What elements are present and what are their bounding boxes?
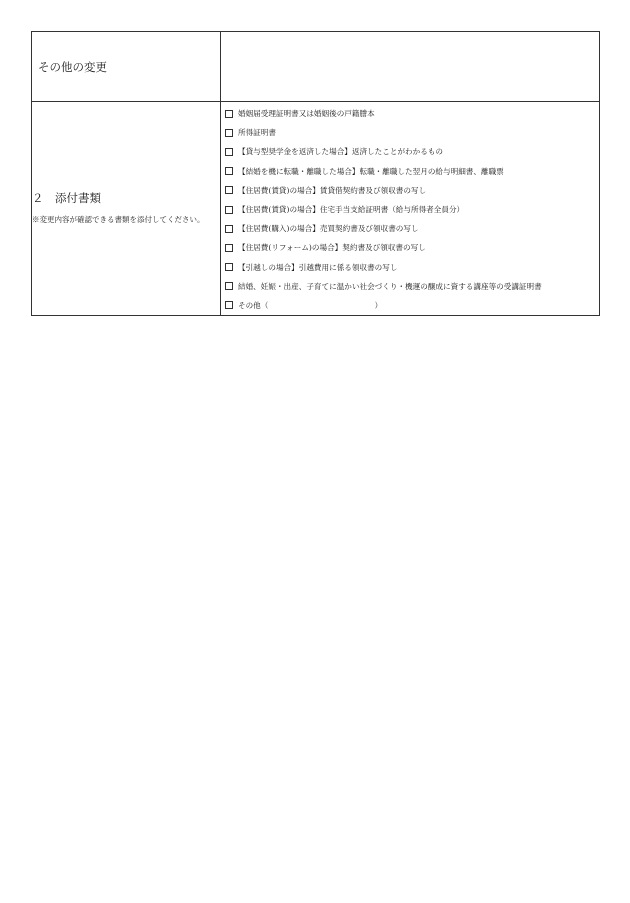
other-changes-input-cell[interactable] bbox=[221, 32, 600, 102]
checkbox[interactable] bbox=[225, 244, 233, 252]
attachment-item[interactable] bbox=[225, 296, 599, 315]
attachments-items-cell bbox=[221, 102, 600, 316]
checkbox[interactable] bbox=[225, 206, 233, 214]
attachment-item-label: 【引越しの場合】引越費用に係る領収書の写し bbox=[238, 262, 398, 272]
attachment-item-label: その他（ ） bbox=[238, 300, 383, 310]
attachment-item-label: 【貸与型奨学金を返済した場合】返済したことがわかるもの bbox=[238, 147, 444, 157]
attachment-item-label: 【住居費(リフォーム)の場合】契約書及び領収書の写し bbox=[238, 243, 426, 253]
checkbox[interactable] bbox=[225, 110, 233, 118]
attachment-item[interactable] bbox=[225, 123, 599, 142]
attachment-item[interactable] bbox=[225, 104, 599, 123]
attachments-row bbox=[32, 102, 600, 316]
checkbox[interactable] bbox=[225, 282, 233, 290]
attachment-item-label: 【住居費(賃貸)の場合】住宅手当支給証明書（給与所得者全員分） bbox=[238, 205, 465, 215]
attachment-item-label: 婚姻届受理証明書又は婚姻後の戸籍謄本 bbox=[238, 109, 375, 119]
checkbox[interactable] bbox=[225, 225, 233, 233]
attachment-item[interactable] bbox=[225, 142, 599, 161]
checkbox[interactable] bbox=[225, 167, 233, 175]
checkbox[interactable] bbox=[225, 148, 233, 156]
attachment-item-label: 【結婚を機に転職・離職した場合】転職・離職した翌月の給与明細書、離職票 bbox=[238, 166, 504, 176]
other-changes-row bbox=[32, 32, 600, 102]
attachments-note: ※変更内容が確認できる書類を添付してください。 bbox=[32, 214, 205, 224]
attachments-title: ２ 添付書類 bbox=[32, 190, 101, 205]
attachment-item[interactable] bbox=[225, 258, 599, 277]
checkbox[interactable] bbox=[225, 263, 233, 271]
attachment-item[interactable] bbox=[225, 162, 599, 181]
attachment-item[interactable] bbox=[225, 238, 599, 257]
attachment-item[interactable] bbox=[225, 277, 599, 296]
other-changes-label-cell bbox=[32, 32, 221, 102]
attachment-item[interactable] bbox=[225, 219, 599, 238]
application-form-table bbox=[31, 31, 600, 316]
attachment-item-label: 【住居費(購入)の場合】売買契約書及び領収書の写し bbox=[238, 224, 419, 234]
attachment-item[interactable] bbox=[225, 181, 599, 200]
attachment-item-label: 【住居費(賃貸)の場合】賃貸借契約書及び領収書の写し bbox=[238, 185, 427, 195]
checkbox[interactable] bbox=[225, 301, 233, 309]
checkbox[interactable] bbox=[225, 186, 233, 194]
other-changes-label: その他の変更 bbox=[38, 59, 107, 74]
checkbox[interactable] bbox=[225, 129, 233, 137]
attachments-label-cell bbox=[32, 102, 221, 316]
attachment-item-label: 結婚、妊娠・出産、子育てに温かい社会づくり・機運の醸成に資する講座等の受講証明書 bbox=[238, 281, 542, 291]
attachment-item[interactable] bbox=[225, 200, 599, 219]
attachment-item-label: 所得証明書 bbox=[238, 128, 276, 138]
attachment-checklist bbox=[221, 102, 599, 315]
